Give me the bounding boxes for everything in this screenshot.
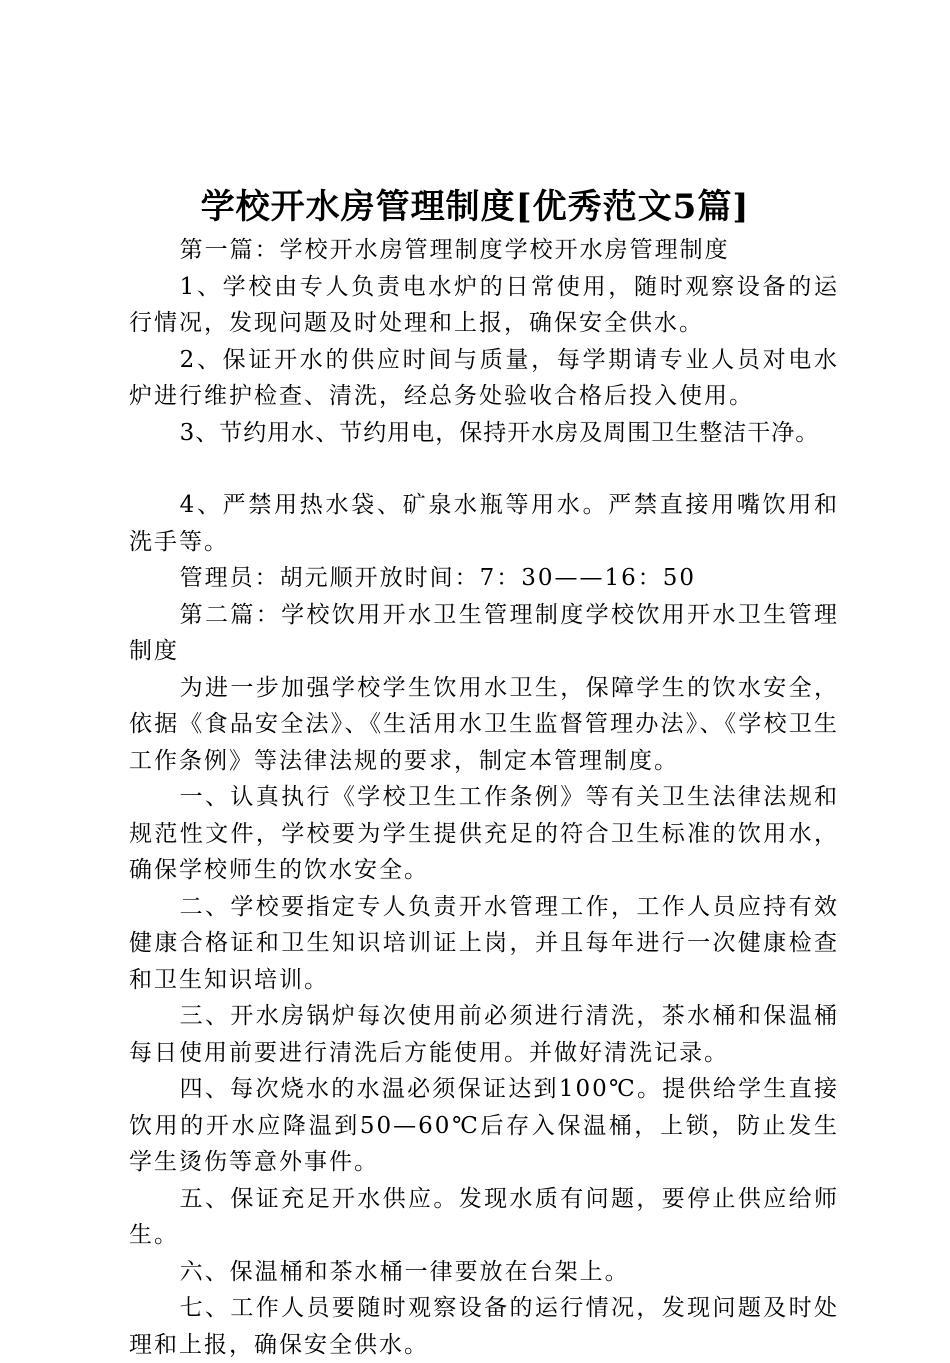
document-title: 学校开水房管理制度[优秀范文5篇] <box>200 187 750 227</box>
administrator-line: 管理员：胡元顺开放时间：7：30——16：50 <box>179 565 697 591</box>
paragraph: 4、严禁用热水袋、矿泉水瓶等用水。严禁直接用嘴饮用和洗手等。 <box>129 492 839 555</box>
paragraph: 一、认真执行《学校卫生工作条例》等有关卫生法律法规和规范性文件，学校要为学生提供充足的符合卫生标准的饮用水，确保学校师生的饮水安全。 <box>129 784 839 883</box>
paragraph: 六、保温桶和茶水桶一律要放在台架上。 <box>179 1258 630 1285</box>
paragraph: 四、每次烧水的水温必须保证达到100℃。提供给学生直接饮用的开水应降温到50—60℃后存入保温桶，上锁，防止发生学生烫伤等意外事件。 <box>129 1076 839 1175</box>
section-heading-1: 第一篇：学校开水房管理制度学校开水房管理制度 <box>179 237 730 263</box>
paragraph: 五、保证充足开水供应。发现水质有问题，要停止供应给师生。 <box>129 1185 839 1248</box>
paragraph: 1、学校由专人负责电水炉的日常使用，随时观察设备的运行情况，发现问题及时处理和上报，确保安全供水。 <box>129 273 839 336</box>
section-heading-2: 第二篇：学校饮用开水卫生管理制度学校饮用开水卫生管理制度 <box>129 601 839 664</box>
paragraph: 为进一步加强学校学生饮用水卫生，保障学生的饮水安全，依据《食品安全法》、《生活用水卫生监督管理办法》、《学校卫生工作条例》等法律法规的要求，制定本管理制度。 <box>129 674 839 774</box>
paragraph: 2、保证开水的供应时间与质量，每学期请专业人员对电水炉进行维护检查、清洗，经总务处验收合格后投入使用。 <box>129 346 839 409</box>
paragraph: 三、开水房锅炉每次使用前必须进行清洗，茶水桶和保温桶每日使用前要进行清洗后方能使用。并做好清洗记录。 <box>129 1003 839 1066</box>
document-body <box>129 232 839 1363</box>
paragraph: 3、节约用水、节约用电，保持开水房及周围卫生整洁干净。 <box>179 419 820 446</box>
paragraph: 七、工作人员要随时观察设备的运行情况，发现问题及时处理和上报，确保安全供水。 <box>129 1295 839 1358</box>
paragraph: 二、学校要指定专人负责开水管理工作，工作人员应持有效健康合格证和卫生知识培训证上岗，并且每年进行一次健康检查和卫生知识培训。 <box>129 893 839 993</box>
